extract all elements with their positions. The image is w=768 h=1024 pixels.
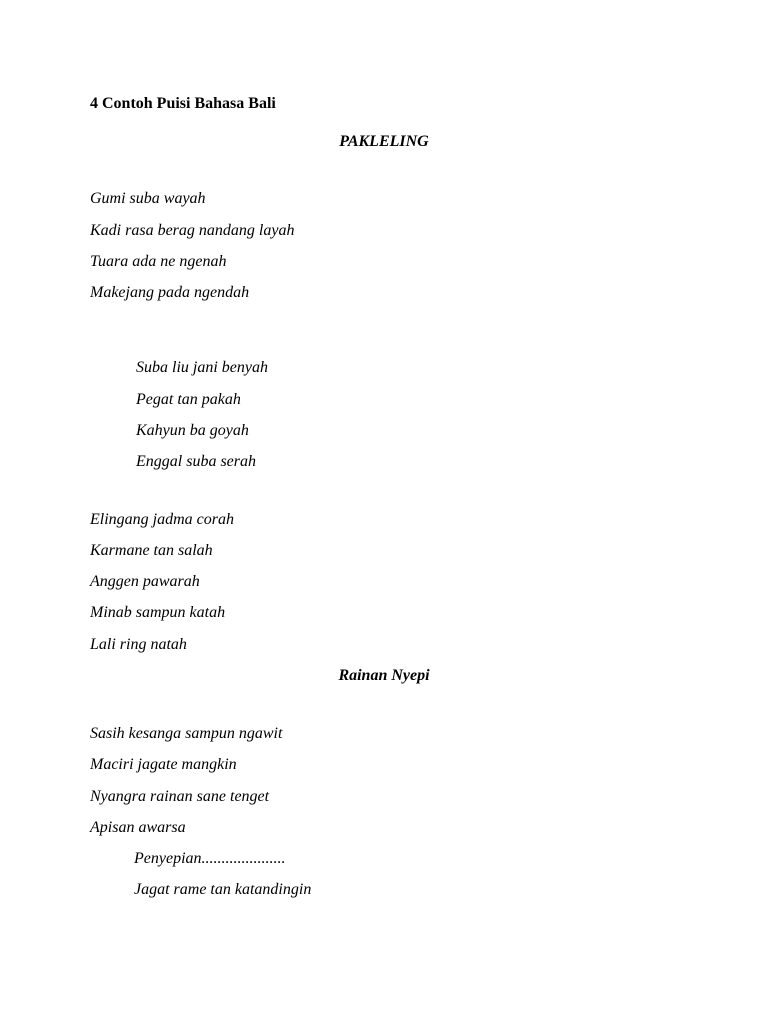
poem-line: Nyangra rainan sane tenget: [90, 788, 270, 805]
poem-line: Penyepian.....................: [134, 850, 286, 867]
poem-line: Anggen pawarah: [90, 573, 200, 590]
poem-line: Suba liu jani benyah: [136, 359, 268, 376]
poem-line: Apisan awarsa: [90, 819, 186, 836]
poem-line: Minab sampun katah: [90, 604, 226, 621]
poem-title-rainan-nyepi: Rainan Nyepi: [338, 667, 430, 684]
poem-line: Pegat tan pakah: [136, 391, 241, 408]
poem-line: Sasih kesanga sampun ngawit: [90, 725, 283, 742]
poem-line: Enggal suba serah: [136, 453, 256, 470]
poem-line: Tuara ada ne ngenah: [90, 253, 227, 270]
poem-line: Lali ring natah: [90, 636, 187, 653]
poem-title-pakleling: PAKLELING: [339, 133, 429, 150]
poem-line: Kadi rasa berag nandang layah: [90, 222, 295, 239]
poem-line: Gumi suba wayah: [90, 190, 206, 207]
poem-line: Karmane tan salah: [90, 542, 213, 559]
poem-line: Maciri jagate mangkin: [90, 756, 237, 773]
poem-line: Elingang jadma corah: [90, 511, 234, 528]
poem-line: Jagat rame tan katandingin: [134, 881, 312, 898]
poem-line: Makejang pada ngendah: [90, 284, 250, 301]
poem-line: Kahyun ba goyah: [136, 422, 249, 439]
page-heading: 4 Contoh Puisi Bahasa Bali: [90, 95, 276, 112]
